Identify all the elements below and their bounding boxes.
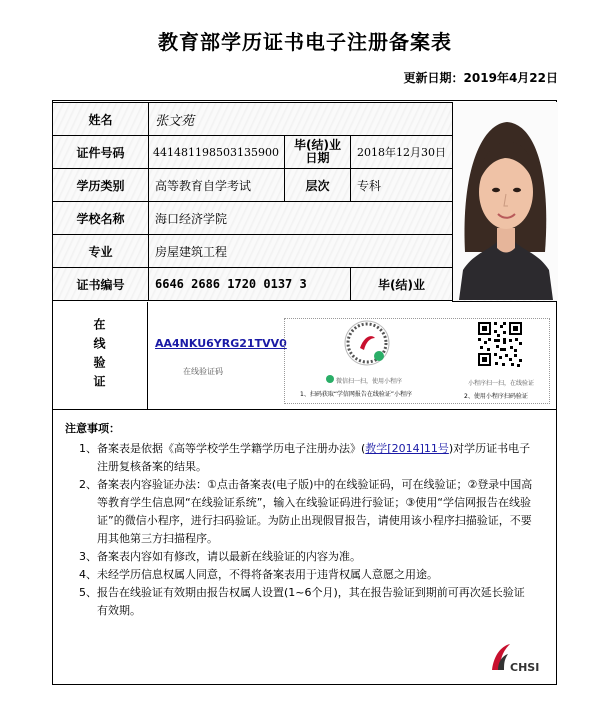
- name-value: 张文苑: [149, 103, 453, 136]
- wechat-icon: [326, 375, 334, 383]
- online-verify-label-cell: [52, 302, 148, 410]
- edu-row: [53, 169, 453, 202]
- note-number: 4、: [79, 568, 97, 581]
- level-value: 专科: [351, 169, 453, 202]
- level-label: 层次: [285, 169, 351, 202]
- note-item: [79, 476, 535, 548]
- school-value: 海口经济学院: [149, 202, 453, 235]
- major-label: 专业: [53, 235, 149, 268]
- note-text-pre: 备案表是依据《高等学校学生学籍学历电子注册办法》(: [97, 442, 366, 455]
- note-text-post: )对学历证书电子注册复核备案的结果。: [97, 442, 531, 473]
- step1-caption: 1、扫码获取“学信网报告在线验证”小程序: [300, 391, 413, 398]
- chsi-emblem-icon: [488, 640, 548, 676]
- note-item: [79, 584, 535, 620]
- step2-caption: 2、使用小程序扫码验证: [464, 393, 528, 400]
- edu-type-value: 高等教育自学考试: [149, 169, 285, 202]
- mini-program-code-icon[interactable]: [344, 320, 390, 366]
- qr-code-icon[interactable]: [476, 320, 524, 368]
- note-text: 报告在线验证有效期由报告权属人设置(1~6个月)，其在报告验证到期前可再次延长验证有效期。: [97, 586, 525, 617]
- school-label: 学校名称: [53, 202, 149, 235]
- school-row: [53, 202, 453, 235]
- note-text: [97, 440, 535, 476]
- certnum-row: [53, 268, 453, 301]
- info-table: [52, 102, 453, 301]
- note-item: [79, 548, 535, 566]
- regulation-link[interactable]: 教学[2014]11号: [365, 442, 449, 455]
- name-row: [53, 103, 453, 136]
- notes-section: [65, 420, 535, 620]
- chsi-logo: [488, 640, 548, 676]
- update-date: 更新日期：2019年4月22日: [403, 71, 558, 85]
- major-value: 房屋建筑工程: [149, 235, 453, 268]
- grad-label: 毕(结)业: [351, 268, 453, 301]
- id-photo: [452, 102, 557, 302]
- notes-title: 注意事项：: [65, 422, 120, 435]
- edu-type-label: 学历类别: [53, 169, 149, 202]
- cert-num-value: 6646 2686 1720 0137 3: [149, 268, 351, 301]
- note-number: 3、: [79, 550, 97, 563]
- verify-code-caption: 在线验证码: [183, 367, 223, 376]
- major-row: [53, 235, 453, 268]
- cert-row: [53, 136, 453, 169]
- grad-date-label: 毕(结)业日期: [285, 136, 351, 169]
- online-verify-label: 在线验证: [92, 318, 106, 394]
- note-number: 2、: [79, 478, 97, 491]
- note-number: 5、: [79, 586, 97, 599]
- note-text: 备案表内容如有修改，请以最新在线验证的内容为准。: [97, 550, 361, 563]
- note-number: 1、: [79, 442, 97, 455]
- note-item: [79, 440, 535, 476]
- online-verify-section: [52, 302, 557, 410]
- name-label: 姓名: [53, 103, 149, 136]
- note-item: [79, 566, 535, 584]
- verify-code-area: [149, 302, 287, 410]
- verify-code-link[interactable]: AA4NKU6YRG21TVV0: [155, 337, 287, 350]
- grad-date-value: 2018年12月30日: [351, 136, 453, 169]
- scan-caption: 小程序扫一扫，在线验证: [468, 380, 535, 387]
- portrait-image: [453, 102, 558, 300]
- cert-num-label: 证书编号: [53, 268, 149, 301]
- page-title: 教育部学历证书电子注册备案表: [158, 30, 452, 54]
- cert-no-label: 证件号码: [53, 136, 149, 169]
- note-text: 未经学历信息权属人同意，不得将备案表用于违背权属人意愿之用途。: [97, 568, 438, 581]
- chsi-logo-text: CHSI: [510, 661, 540, 674]
- note-text: 备案表内容验证办法：①点击备案表(电子版)中的在线验证码，可在线验证；②登录中国高等教育学生信息网“在线验证系统”，输入在线验证码进行验证；③使用“学信网报告在线验证”的微信小程序，进行扫码验证。为防止出现假冒报告，请使用该小程序扫描验证，不要用其他第三方扫描程序。: [97, 478, 533, 545]
- cert-no-value: 441481198503135900: [149, 136, 285, 169]
- wechat-caption: 微信扫一扫，使用小程序: [336, 378, 403, 385]
